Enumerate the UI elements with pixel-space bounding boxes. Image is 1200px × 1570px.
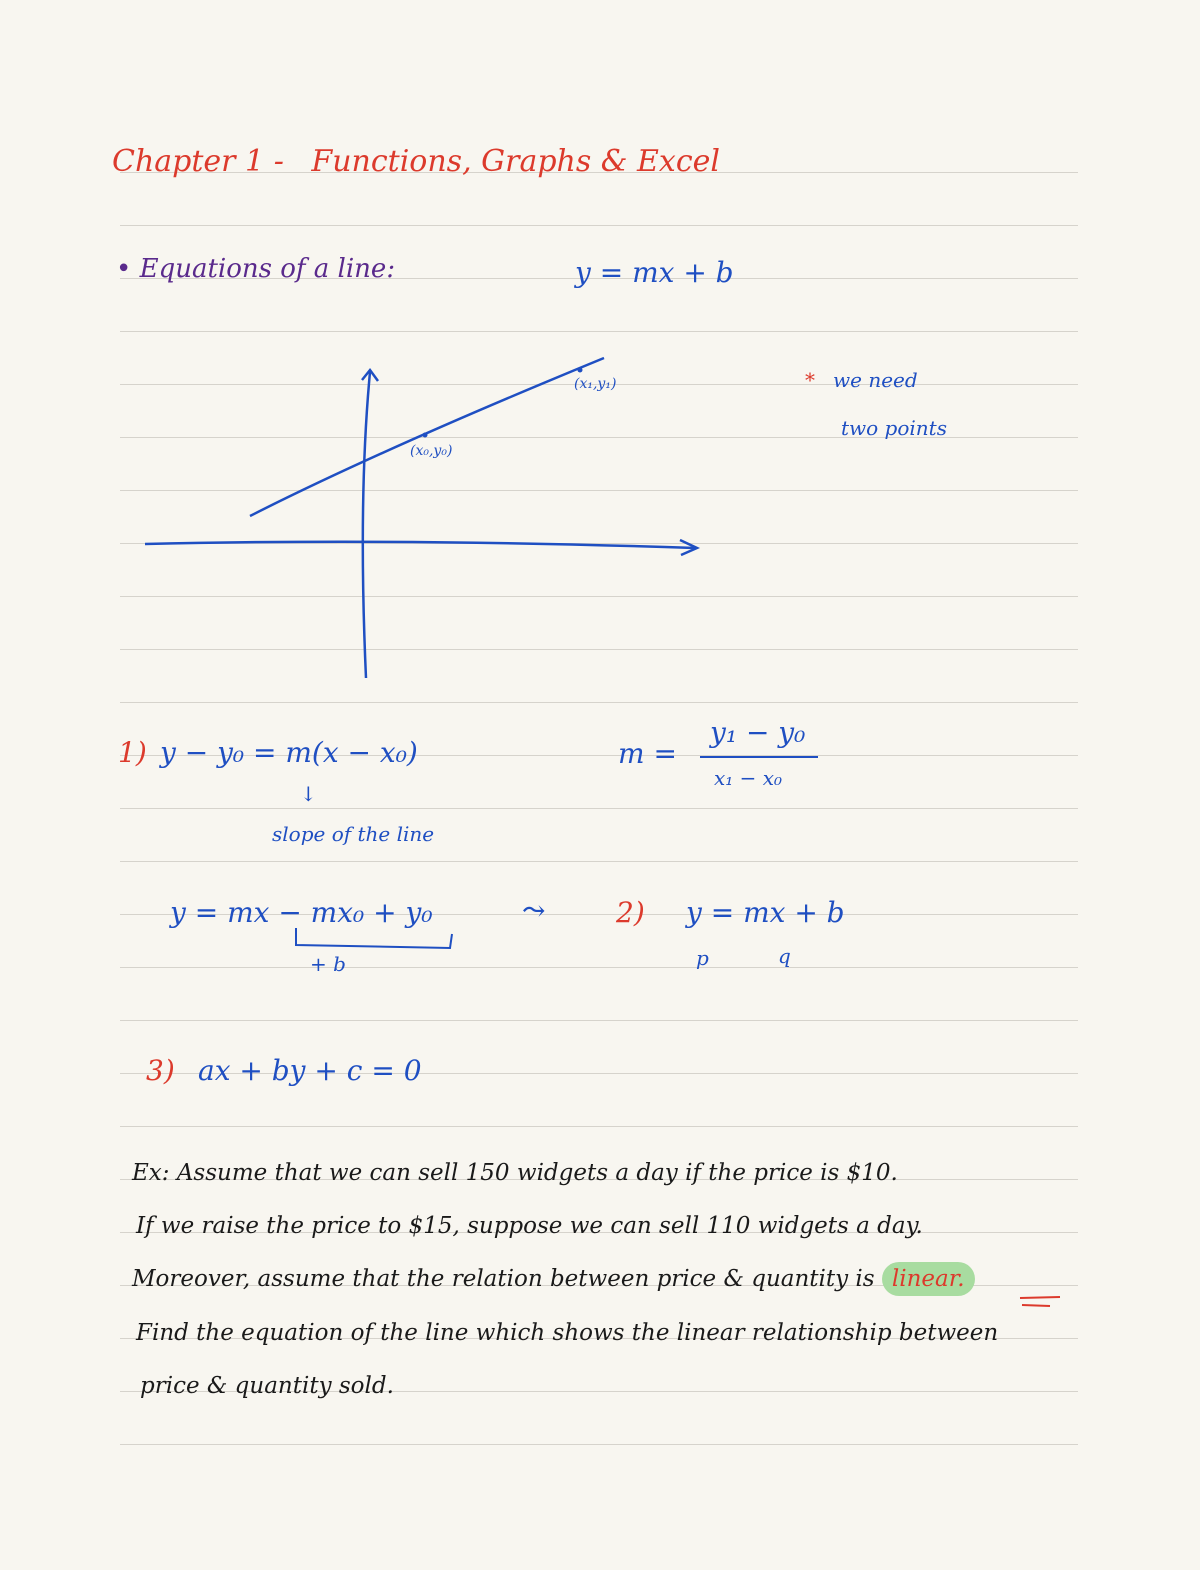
example-line-5: price & quantity sold.	[140, 1373, 394, 1399]
slope-label: slope of the line	[272, 822, 435, 846]
title-dash: -	[273, 144, 284, 179]
m-label: m =	[618, 737, 677, 770]
note-star: *	[805, 368, 815, 392]
chapter-topic: Functions, Graphs & Excel	[311, 144, 720, 179]
highlighted-linear: linear.	[882, 1262, 975, 1296]
linear-underline	[1020, 1297, 1060, 1306]
leads-to-arrow: ⤳	[522, 894, 546, 927]
chapter-label: Chapter 1	[112, 144, 265, 179]
slope-numerator: y₁ − y₀	[710, 716, 806, 749]
form2-number: 2)	[616, 896, 645, 929]
form3-number: 3)	[146, 1054, 175, 1087]
point-1	[578, 368, 583, 373]
brace-label: + b	[310, 952, 346, 976]
note-line-1: we need	[833, 368, 918, 392]
bullet: •	[116, 254, 132, 284]
general-form-equation: ax + by + c = 0	[198, 1054, 422, 1087]
slope-denominator: x₁ − x₀	[714, 766, 783, 790]
point-1-label: (x₁,y₁)	[574, 376, 617, 392]
form2-equation: y = mx + b	[686, 896, 845, 929]
slope-intercept-formula: y = mx + b	[575, 256, 734, 289]
example-line-2: If we raise the price to $15, suppose we can sell 110 widgets a day.	[136, 1213, 923, 1239]
y-axis	[363, 372, 370, 678]
note-line-2: two points	[841, 416, 947, 440]
point-0	[423, 433, 428, 438]
example-line-3-text: Moreover, assume that the relation between price & quantity is	[132, 1266, 875, 1292]
example-line-3	[132, 1266, 975, 1292]
plotted-line	[250, 358, 604, 516]
fraction-bar	[700, 756, 818, 758]
example-line-1: Ex: Assume that we can sell 150 widgets a day if the price is $10.	[132, 1160, 898, 1186]
x-axis	[145, 542, 695, 548]
slope-arrow: ↓	[300, 782, 317, 806]
point-0-label: (x₀,y₀)	[410, 443, 453, 459]
form1-number: 1)	[118, 736, 147, 769]
brace	[296, 928, 452, 948]
expanded-equation: y = mx − mx₀ + y₀	[170, 896, 433, 929]
q-label: q	[778, 944, 791, 968]
point-slope-equation: y − y₀ = m(x − x₀)	[160, 736, 418, 769]
example-line-4: Find the equation of the line which shows the linear relationship between	[136, 1320, 999, 1346]
p-label: p	[696, 946, 709, 970]
heading-text: Equations of a line:	[139, 254, 396, 284]
